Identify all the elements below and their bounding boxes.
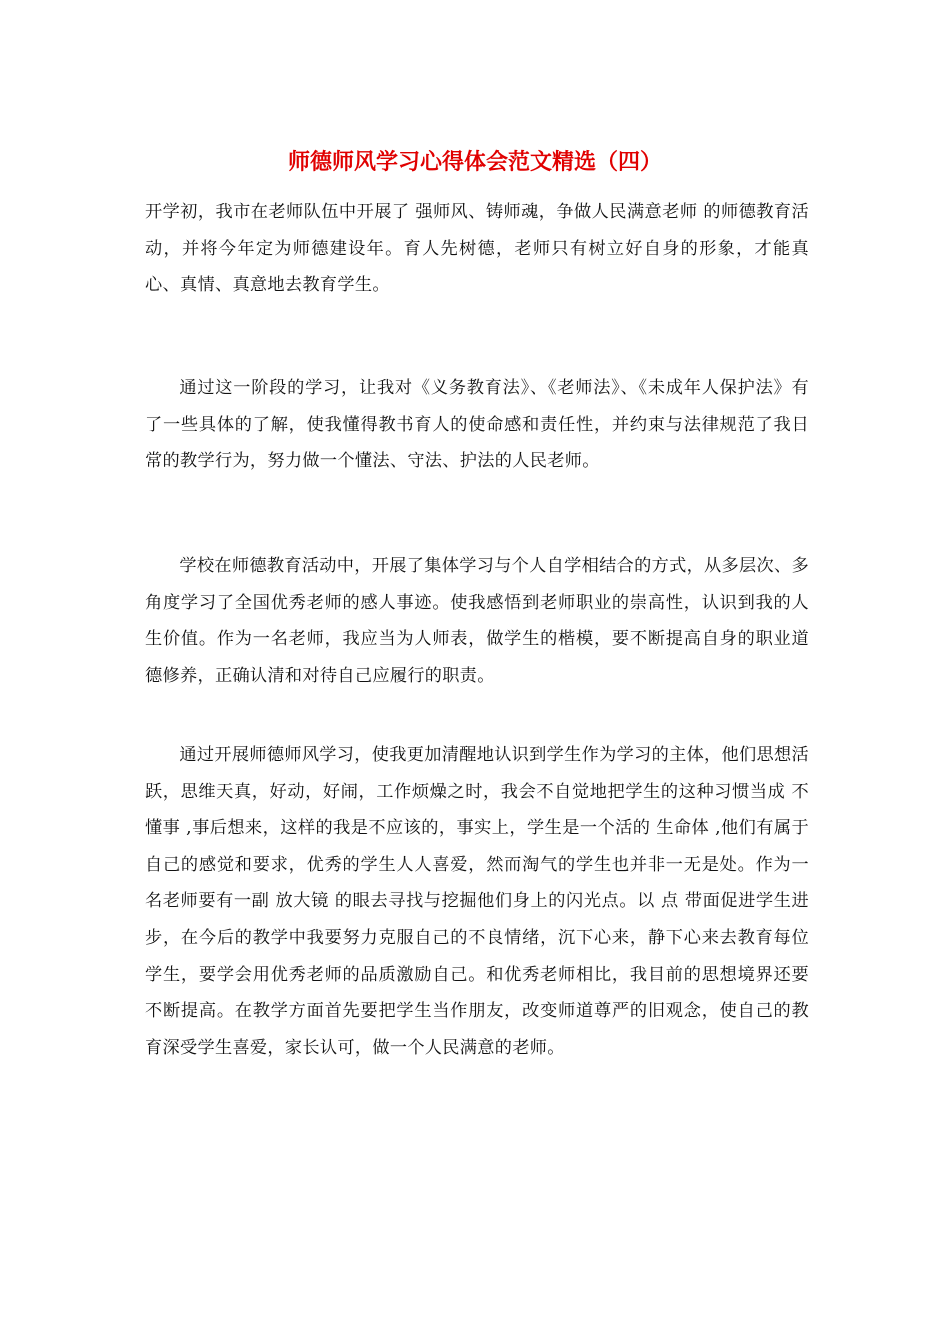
- paragraph-3: 学校在师德教育活动中，开展了集体学习与个人自学相结合的方式，从多层次、多角度学习了全国优秀老师的感人事迹。使我感悟到老师职业的崇高性，认识到我的人生价值。作为一名老师，我应当为人师表，做学生的楷模，要不断提高自身的职业道德修养，正确认清和对待自己应履行的职责。: [145, 556, 809, 686]
- paragraph-4: 通过开展师德师风学习，使我更加清醒地认识到学生作为学习的主体，他们思想活跃，思维天真，好动，好闹，工作烦燥之时，我会不自觉地把学生的这种习惯当成 不懂事 ,事后想来，这样的我是不应该的，事实上，学生是一个活的 生命体 ,他们有属于自己的感觉和要求，优秀的学生人人喜爱，然而淘气的学生也并非一无是处。作为一名老师要有一副 放大镜 的眼去寻找与挖掘他们身上的闪光点。以 点 带面促进学生进步，在今后的教学中我要努力克服自己的不良情绪，沉下心来，静下心来去教育每位学生，要学会用优秀老师的品质激励自己。和优秀老师相比，我目前的思想境界还要不断提高。在教学方面首先要把学生当作朋友，改变师道尊严的旧观念，使自己的教育深受学生喜爱，家长认可，做一个人民满意的老师。: [145, 745, 809, 1058]
- paragraph-1: 开学初，我市在老师队伍中开展了 强师风、铸师魂，争做人民满意老师 的师德教育活动，并将今年定为师德建设年。育人先树德，老师只有树立好自身的形象，才能真心、真情、真意地去教育学生。: [145, 202, 809, 296]
- page-title: 师德师风学习心得体会范文精选（四）: [287, 149, 662, 175]
- paragraph-2: 通过这一阶段的学习，让我对《义务教育法》、《老师法》、《未成年人保护法》有了一些具体的了解，使我懂得教书育人的使命感和责任性，并约束与法律规范了我日常的教学行为，努力做一个懂法、守法、护法的人民老师。: [145, 378, 809, 472]
